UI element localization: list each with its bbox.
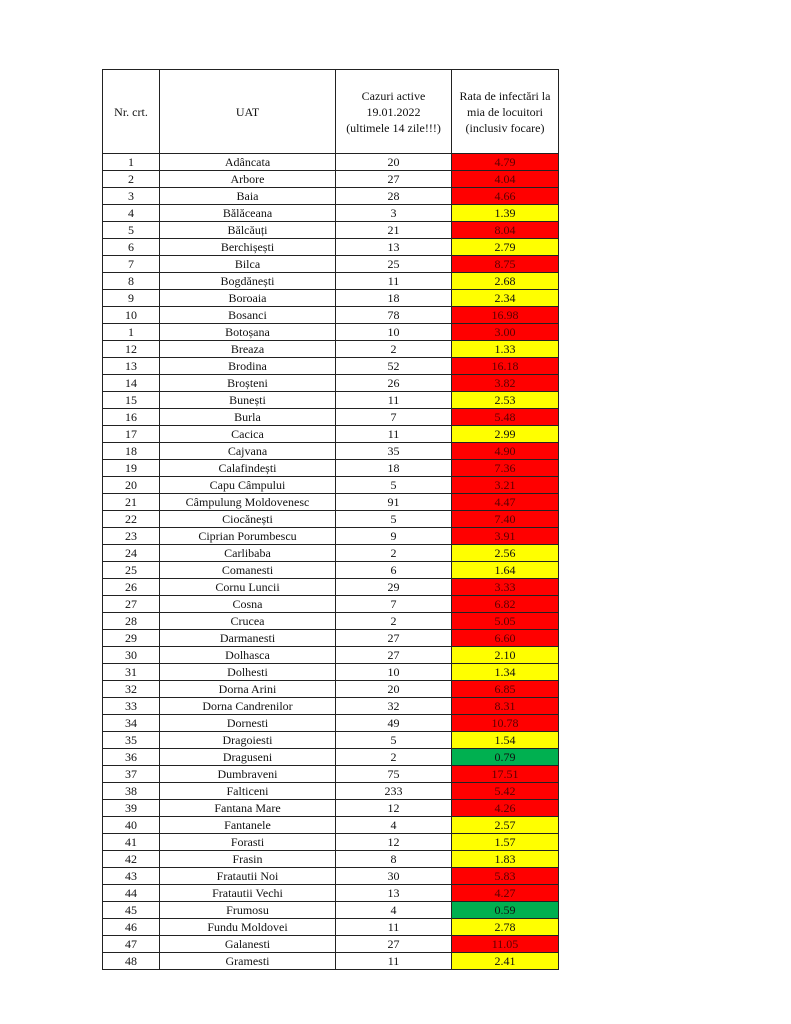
cell-uat: Dolhesti [160, 664, 336, 681]
cell-active-cases: 8 [336, 851, 452, 868]
cell-nr: 7 [103, 256, 160, 273]
cell-infection-rate: 3.00 [452, 324, 559, 341]
cell-uat: Forasti [160, 834, 336, 851]
table-row [103, 885, 559, 902]
table-row [103, 409, 559, 426]
table-row [103, 919, 559, 936]
cell-infection-rate: 4.90 [452, 443, 559, 460]
cell-infection-rate: 1.34 [452, 664, 559, 681]
cell-infection-rate: 11.05 [452, 936, 559, 953]
table-row [103, 562, 559, 579]
table-row [103, 953, 559, 970]
table-row [103, 222, 559, 239]
cell-active-cases: 11 [336, 392, 452, 409]
cell-nr: 2 [103, 171, 160, 188]
cell-nr: 26 [103, 579, 160, 596]
cell-active-cases: 20 [336, 154, 452, 171]
cell-nr: 4 [103, 205, 160, 222]
cell-uat: Frumosu [160, 902, 336, 919]
cell-nr: 39 [103, 800, 160, 817]
table-row [103, 851, 559, 868]
cell-infection-rate: 16.98 [452, 307, 559, 324]
cell-nr: 38 [103, 783, 160, 800]
cell-nr: 18 [103, 443, 160, 460]
table-row [103, 936, 559, 953]
header-infection-rate: Rata de infectări la mia de locuitori (inclusiv focare) [452, 70, 559, 154]
table-row [103, 800, 559, 817]
cell-nr: 22 [103, 511, 160, 528]
cell-nr: 23 [103, 528, 160, 545]
cell-uat: Burla [160, 409, 336, 426]
table-row [103, 664, 559, 681]
cell-infection-rate: 3.82 [452, 375, 559, 392]
cell-nr: 41 [103, 834, 160, 851]
cell-nr: 46 [103, 919, 160, 936]
table-row [103, 239, 559, 256]
cell-uat: Calafindești [160, 460, 336, 477]
cell-active-cases: 18 [336, 290, 452, 307]
cell-active-cases: 7 [336, 596, 452, 613]
header-active-cases: Cazuri active 19.01.2022 (ultimele 14 zile!!!) [336, 70, 452, 154]
cell-infection-rate: 4.47 [452, 494, 559, 511]
cell-active-cases: 12 [336, 834, 452, 851]
infection-rate-table [102, 69, 559, 970]
cell-nr: 31 [103, 664, 160, 681]
table-row [103, 307, 559, 324]
cell-uat: Frasin [160, 851, 336, 868]
table-row [103, 596, 559, 613]
cell-nr: 27 [103, 596, 160, 613]
cell-nr: 6 [103, 239, 160, 256]
cell-active-cases: 18 [336, 460, 452, 477]
cell-uat: Dragoiesti [160, 732, 336, 749]
cell-nr: 37 [103, 766, 160, 783]
cell-nr: 35 [103, 732, 160, 749]
cell-infection-rate: 3.91 [452, 528, 559, 545]
cell-active-cases: 9 [336, 528, 452, 545]
cell-uat: Draguseni [160, 749, 336, 766]
cell-uat: Cornu Luncii [160, 579, 336, 596]
cell-active-cases: 21 [336, 222, 452, 239]
cell-nr: 17 [103, 426, 160, 443]
cell-active-cases: 27 [336, 647, 452, 664]
cell-infection-rate: 5.83 [452, 868, 559, 885]
cell-infection-rate: 5.42 [452, 783, 559, 800]
cell-nr: 29 [103, 630, 160, 647]
cell-uat: Dumbraveni [160, 766, 336, 783]
table-header-row [103, 70, 559, 154]
table-row [103, 613, 559, 630]
cell-active-cases: 27 [336, 936, 452, 953]
cell-uat: Bunești [160, 392, 336, 409]
cell-uat: Galanesti [160, 936, 336, 953]
table-row [103, 477, 559, 494]
table-row [103, 783, 559, 800]
table-row [103, 443, 559, 460]
cell-uat: Bogdănești [160, 273, 336, 290]
cell-active-cases: 3 [336, 205, 452, 222]
cell-infection-rate: 5.05 [452, 613, 559, 630]
cell-nr: 3 [103, 188, 160, 205]
cell-infection-rate: 1.33 [452, 341, 559, 358]
cell-active-cases: 4 [336, 817, 452, 834]
table-row [103, 749, 559, 766]
table-row [103, 511, 559, 528]
cell-nr: 14 [103, 375, 160, 392]
table-row [103, 494, 559, 511]
cell-uat: Capu Câmpului [160, 477, 336, 494]
cell-uat: Fantana Mare [160, 800, 336, 817]
cell-nr: 12 [103, 341, 160, 358]
cell-active-cases: 2 [336, 341, 452, 358]
cell-nr: 5 [103, 222, 160, 239]
cell-nr: 25 [103, 562, 160, 579]
table-row [103, 732, 559, 749]
table-row [103, 579, 559, 596]
cell-uat: Fantanele [160, 817, 336, 834]
cell-nr: 24 [103, 545, 160, 562]
cell-infection-rate: 2.10 [452, 647, 559, 664]
table-row [103, 154, 559, 171]
cell-active-cases: 11 [336, 953, 452, 970]
table-row [103, 647, 559, 664]
cell-nr: 13 [103, 358, 160, 375]
cell-uat: Darmanesti [160, 630, 336, 647]
cell-infection-rate: 2.56 [452, 545, 559, 562]
table-row [103, 698, 559, 715]
cell-uat: Gramesti [160, 953, 336, 970]
table-row [103, 426, 559, 443]
table-row [103, 375, 559, 392]
cell-nr: 20 [103, 477, 160, 494]
table-row [103, 460, 559, 477]
cell-active-cases: 35 [336, 443, 452, 460]
table-row [103, 188, 559, 205]
cell-active-cases: 10 [336, 324, 452, 341]
cell-active-cases: 20 [336, 681, 452, 698]
cell-active-cases: 11 [336, 426, 452, 443]
cell-infection-rate: 6.85 [452, 681, 559, 698]
cell-active-cases: 12 [336, 800, 452, 817]
cell-uat: Crucea [160, 613, 336, 630]
cell-infection-rate: 8.04 [452, 222, 559, 239]
cell-infection-rate: 4.04 [452, 171, 559, 188]
cell-infection-rate: 2.41 [452, 953, 559, 970]
cell-active-cases: 11 [336, 273, 452, 290]
table-row [103, 902, 559, 919]
cell-uat: Carlibaba [160, 545, 336, 562]
cell-uat: Fratautii Vechi [160, 885, 336, 902]
cell-nr: 30 [103, 647, 160, 664]
cell-infection-rate: 2.34 [452, 290, 559, 307]
cell-uat: Câmpulung Moldovenesc [160, 494, 336, 511]
cell-uat: Fundu Moldovei [160, 919, 336, 936]
table-row [103, 528, 559, 545]
cell-uat: Bosanci [160, 307, 336, 324]
table-row [103, 817, 559, 834]
cell-active-cases: 5 [336, 511, 452, 528]
table-row [103, 273, 559, 290]
cell-uat: Bălăceana [160, 205, 336, 222]
cell-active-cases: 6 [336, 562, 452, 579]
cell-active-cases: 78 [336, 307, 452, 324]
cell-active-cases: 13 [336, 885, 452, 902]
cell-infection-rate: 8.75 [452, 256, 559, 273]
table-row [103, 545, 559, 562]
cell-active-cases: 25 [336, 256, 452, 273]
cell-infection-rate: 1.64 [452, 562, 559, 579]
cell-active-cases: 29 [336, 579, 452, 596]
cell-active-cases: 49 [336, 715, 452, 732]
cell-infection-rate: 1.54 [452, 732, 559, 749]
cell-uat: Botoșana [160, 324, 336, 341]
cell-uat: Cacica [160, 426, 336, 443]
cell-infection-rate: 7.36 [452, 460, 559, 477]
cell-infection-rate: 2.68 [452, 273, 559, 290]
cell-nr: 15 [103, 392, 160, 409]
table-row [103, 358, 559, 375]
cell-nr: 32 [103, 681, 160, 698]
cell-nr: 47 [103, 936, 160, 953]
cell-uat: Ciocănești [160, 511, 336, 528]
cell-uat: Fratautii Noi [160, 868, 336, 885]
cell-uat: Cosna [160, 596, 336, 613]
cell-active-cases: 26 [336, 375, 452, 392]
cell-nr: 43 [103, 868, 160, 885]
cell-nr: 44 [103, 885, 160, 902]
cell-uat: Brodina [160, 358, 336, 375]
cell-nr: 9 [103, 290, 160, 307]
cell-uat: Boroaia [160, 290, 336, 307]
cell-infection-rate: 16.18 [452, 358, 559, 375]
table-row [103, 205, 559, 222]
cell-uat: Comanesti [160, 562, 336, 579]
cell-active-cases: 2 [336, 749, 452, 766]
cell-uat: Dorna Arini [160, 681, 336, 698]
cell-infection-rate: 5.48 [452, 409, 559, 426]
table-row [103, 324, 559, 341]
cell-active-cases: 2 [336, 613, 452, 630]
cell-uat: Arbore [160, 171, 336, 188]
cell-active-cases: 27 [336, 171, 452, 188]
cell-active-cases: 91 [336, 494, 452, 511]
table-row [103, 290, 559, 307]
cell-infection-rate: 1.39 [452, 205, 559, 222]
cell-active-cases: 2 [336, 545, 452, 562]
cell-active-cases: 32 [336, 698, 452, 715]
cell-infection-rate: 2.78 [452, 919, 559, 936]
table-row [103, 766, 559, 783]
table-row [103, 256, 559, 273]
cell-infection-rate: 2.57 [452, 817, 559, 834]
cell-infection-rate: 8.31 [452, 698, 559, 715]
cell-infection-rate: 4.79 [452, 154, 559, 171]
cell-nr: 28 [103, 613, 160, 630]
cell-active-cases: 4 [336, 902, 452, 919]
cell-nr: 1 [103, 324, 160, 341]
cell-uat: Dolhasca [160, 647, 336, 664]
cell-infection-rate: 10.78 [452, 715, 559, 732]
cell-infection-rate: 0.59 [452, 902, 559, 919]
cell-active-cases: 75 [336, 766, 452, 783]
cell-active-cases: 7 [336, 409, 452, 426]
cell-infection-rate: 17.51 [452, 766, 559, 783]
table-row [103, 630, 559, 647]
table-row [103, 681, 559, 698]
header-nr: Nr. crt. [103, 70, 160, 154]
cell-nr: 8 [103, 273, 160, 290]
cell-active-cases: 52 [336, 358, 452, 375]
cell-nr: 33 [103, 698, 160, 715]
header-uat: UAT [160, 70, 336, 154]
table-row [103, 341, 559, 358]
table-row [103, 392, 559, 409]
cell-active-cases: 233 [336, 783, 452, 800]
table-row [103, 834, 559, 851]
cell-nr: 42 [103, 851, 160, 868]
cell-active-cases: 28 [336, 188, 452, 205]
cell-uat: Broșteni [160, 375, 336, 392]
cell-active-cases: 10 [336, 664, 452, 681]
cell-active-cases: 5 [336, 732, 452, 749]
cell-active-cases: 11 [336, 919, 452, 936]
cell-infection-rate: 7.40 [452, 511, 559, 528]
cell-uat: Breaza [160, 341, 336, 358]
cell-infection-rate: 1.83 [452, 851, 559, 868]
cell-active-cases: 5 [336, 477, 452, 494]
table-row [103, 868, 559, 885]
cell-infection-rate: 4.26 [452, 800, 559, 817]
cell-uat: Baia [160, 188, 336, 205]
cell-uat: Falticeni [160, 783, 336, 800]
cell-uat: Ciprian Porumbescu [160, 528, 336, 545]
cell-uat: Cajvana [160, 443, 336, 460]
cell-nr: 19 [103, 460, 160, 477]
cell-uat: Adâncata [160, 154, 336, 171]
table-row [103, 715, 559, 732]
cell-infection-rate: 6.60 [452, 630, 559, 647]
cell-infection-rate: 3.21 [452, 477, 559, 494]
cell-nr: 1 [103, 154, 160, 171]
table-row [103, 171, 559, 188]
cell-infection-rate: 4.27 [452, 885, 559, 902]
cell-nr: 10 [103, 307, 160, 324]
cell-infection-rate: 2.99 [452, 426, 559, 443]
cell-nr: 40 [103, 817, 160, 834]
cell-active-cases: 30 [336, 868, 452, 885]
cell-infection-rate: 4.66 [452, 188, 559, 205]
cell-nr: 36 [103, 749, 160, 766]
cell-infection-rate: 1.57 [452, 834, 559, 851]
cell-nr: 34 [103, 715, 160, 732]
cell-infection-rate: 6.82 [452, 596, 559, 613]
cell-active-cases: 27 [336, 630, 452, 647]
cell-active-cases: 13 [336, 239, 452, 256]
cell-uat: Bălcăuți [160, 222, 336, 239]
cell-uat: Bilca [160, 256, 336, 273]
cell-nr: 21 [103, 494, 160, 511]
cell-uat: Dornesti [160, 715, 336, 732]
cell-infection-rate: 0.79 [452, 749, 559, 766]
cell-infection-rate: 3.33 [452, 579, 559, 596]
cell-uat: Dorna Candrenilor [160, 698, 336, 715]
cell-infection-rate: 2.53 [452, 392, 559, 409]
cell-nr: 45 [103, 902, 160, 919]
cell-infection-rate: 2.79 [452, 239, 559, 256]
cell-uat: Berchișești [160, 239, 336, 256]
table-body [103, 154, 559, 970]
cell-nr: 16 [103, 409, 160, 426]
cell-nr: 48 [103, 953, 160, 970]
